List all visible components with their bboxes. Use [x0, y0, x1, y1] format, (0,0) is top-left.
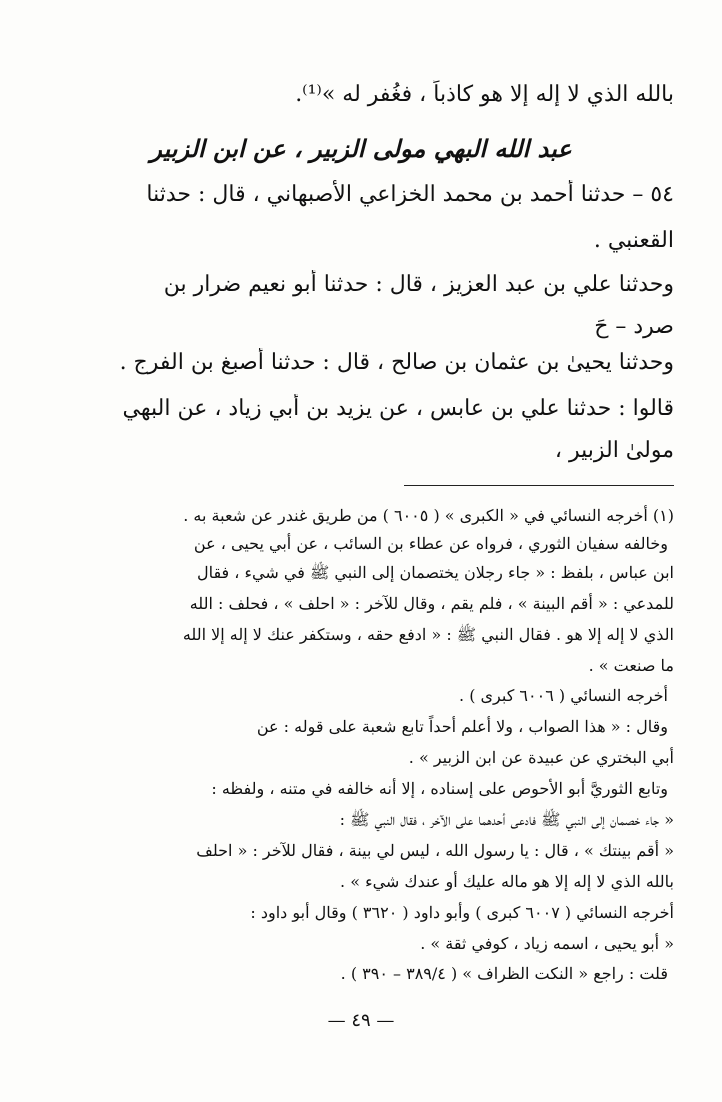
- section-heading: عبد الله البهي مولى الزبير ، عن ابن الزبير: [150, 134, 572, 163]
- footnote-line-15: « أبو يحيى ، اسمه زياد ، كوفي ثقة » .: [420, 934, 674, 953]
- footnote-line-3: ابن عباس ، بلفظ : « جاء رجلان يختصمان إلى النبي ﷺ في شيء ، فقال: [196, 563, 674, 582]
- footnote-line-8: وقال : « هذا الصواب ، ولا أعلم أحداً تابع شعبة على قوله : عن: [256, 717, 668, 736]
- footnote-divider: [404, 485, 674, 486]
- text-line-6: وحدثنا يحيىٰ بن عثمان بن صالح ، قال : حدثنا أصبغ بن الفرج .: [119, 350, 674, 375]
- footnote-line-13: بالله الذي لا إله إلا هو ماله عليك أو عندك شيء » .: [340, 872, 674, 891]
- footnote-line-9: أبي البختري عن عبيدة عن ابن الزبير » .: [408, 748, 674, 767]
- text-line-7: قالوا : حدثنا علي بن عابس ، عن يزيد بن أبي زياد ، عن البهي: [122, 396, 674, 421]
- footnote-line-1: (١) أخرجه النسائي في « الكبرى » ( ٦٠٠٥ ) من طريق غندر عن شعبة به .: [183, 506, 674, 525]
- text-line-5: صرد – حَ: [594, 314, 674, 339]
- text-line-8: مولىٰ الزبير ،: [554, 438, 674, 463]
- footnote-line-5: الذي لا إله إلا هو . فقال النبي ﷺ : « ادفع حقه ، وستكفر عنك لا إله إلا الله: [182, 625, 674, 644]
- footnote-line-11: « جاء خصمان إلى النبي ﷺ فادعى أحدهما على الآخر ، فقال النبي ﷺ :: [339, 810, 674, 829]
- text-line-2: ٥٤ – حدثنا أحمد بن محمد الخزاعي الأصبهاني ، قال : حدثنا: [146, 182, 674, 207]
- footnote-line-14: أخرجه النسائي ( ٦٠٠٧ كبرى ) وأبو داود ( ٣٦٢٠ ) وقال أبو داود :: [250, 903, 674, 922]
- footnote-line-6: ما صنعت » .: [588, 656, 674, 675]
- text-line-3: القعنبي .: [593, 228, 674, 253]
- footnote-line-10: وتابع الثوريَّ أبو الأحوص على إسناده ، إلا أنه خالفه في متنه ، ولفظه :: [211, 779, 668, 798]
- footnote-line-16: قلت : راجع « النكت الظراف » ( ٣٨٩/٤ – ٣٩٠ ) .: [340, 964, 668, 983]
- footnote-line-7: أخرجه النسائي ( ٦٠٠٦ كبرى ) .: [459, 686, 668, 705]
- text-line-1: بالله الذي لا إله إلا هو كاذباً ، فغُفر له »⁽¹⁾.: [295, 82, 674, 107]
- page-number: — ٤٩ —: [327, 1010, 395, 1031]
- footnote-line-4: للمدعي : « أقم البينة » ، فلم يقم ، وقال للآخر : « احلف » ، فحلف : الله: [189, 594, 674, 613]
- footnote-line-12: « أقم بينتك » ، قال : يا رسول الله ، ليس لي بينة ، فقال للآخر : « احلف: [196, 841, 674, 860]
- footnote-line-2: وخالفه سفيان الثوري ، فرواه عن عطاء بن السائب ، عن أبي يحيى ، عن: [193, 534, 668, 553]
- text-line-4: وحدثنا علي بن عبد العزيز ، قال : حدثنا أبو نعيم ضرار بن: [163, 272, 674, 297]
